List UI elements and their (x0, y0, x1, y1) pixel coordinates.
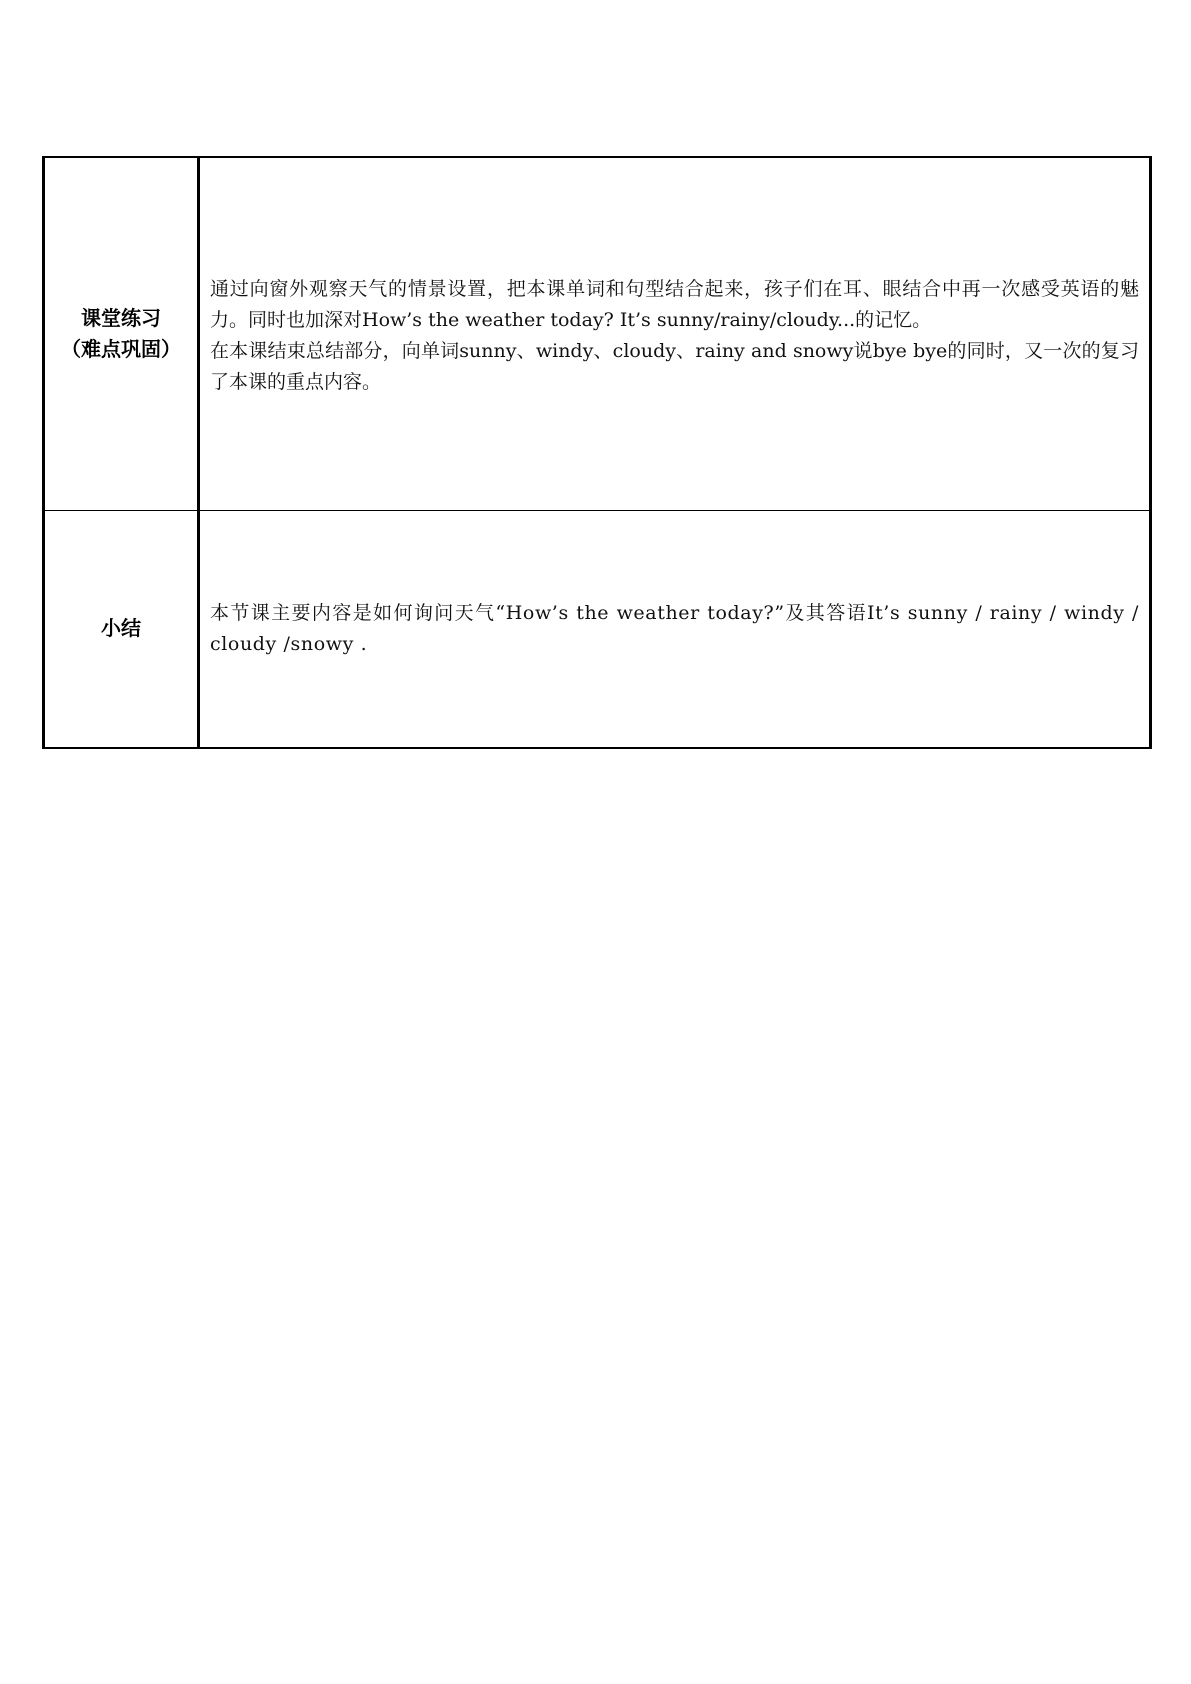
row-label-line: 课堂练习 (81, 305, 161, 330)
summary-paragraph: 本节课主要内容是如何询问天气“How’s the weather today?”及其答语It’s sunny / rainy / windy / cloudy /snowy . (210, 601, 1139, 655)
lesson-plan-table (42, 156, 1152, 749)
row-content-classroom-practice (199, 157, 1151, 510)
row-label-line: 小结 (101, 616, 141, 641)
practice-paragraph-2: 在本课结束总结部分，向单词sunny、windy、cloudy、rainy and snowy说bye bye的同时，又一次的复习了本课的重点内容。 (210, 339, 1139, 393)
row-label-classroom-practice (44, 157, 199, 510)
row-label-summary (44, 510, 199, 748)
practice-paragraph-1: 通过向窗外观察天气的情景设置，把本课单词和句型结合起来，孩子们在耳、眼结合中再一次感受英语的魅力。同时也加深对How’s the weather today? It’s sunny/rainy/cloudy...的记忆。 (210, 277, 1139, 331)
row-label-subline: （难点巩固） (61, 336, 181, 361)
table-row-summary (44, 510, 1151, 748)
table-row-classroom-practice (44, 157, 1151, 510)
row-content-summary (199, 510, 1151, 748)
